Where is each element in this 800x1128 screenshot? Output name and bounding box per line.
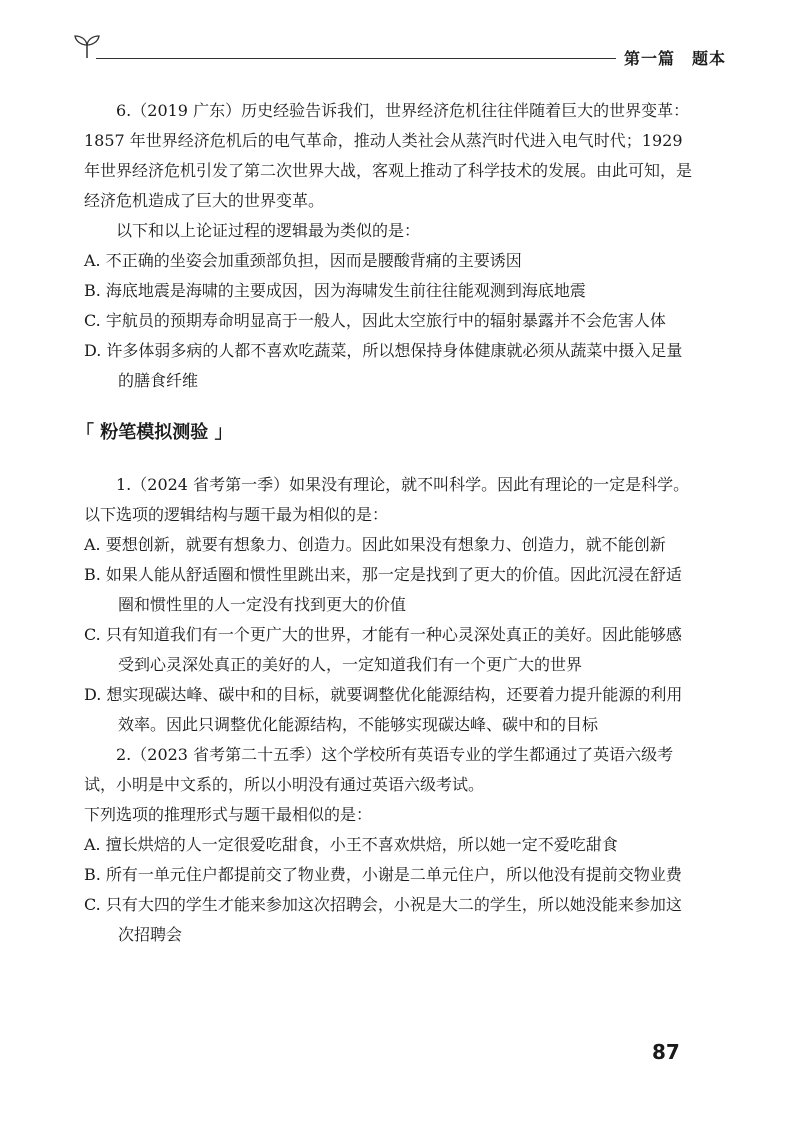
option-c: C. 只有大四的学生才能来参加这次招聘会，小祝是大二的学生，所以她没能来参加这次招聘会: [84, 895, 682, 944]
option-d: D. 想实现碳达峰、碳中和的目标，就要调整优化能源结构，还要着力提升能源的利用效率。因此只调整优化能源结构，不能够实现碳达峰、碳中和的目标: [84, 685, 683, 734]
question-stem: 6.（2019 广东）历史经验告诉我们，世界经济危机往往伴随着巨大的世界变革：1857 年世界经济危机后的电气革命，推动人类社会从蒸汽时代进入电气时代；1929 年世界经济危机引发了第二次世界大战，客观上推动了科学技术的发展。由此可知，是经济危机造成了巨大的世界变革。: [84, 101, 693, 210]
option-a: A. 要想创新，就要有想象力、创造力。因此如果没有想象力、创造力，就不能创新: [84, 535, 666, 554]
question-prompt: 下列选项的推理形式与题干最相似的是：: [84, 805, 373, 824]
question-stem: 1.（2024 省考第一季）如果没有理论，就不叫科学。因此有理论的一定是科学。: [116, 475, 690, 494]
section-title: 「 粉笔模拟测验 」: [76, 422, 233, 443]
option-c: C. 只有知道我们有一个更广大的世界，才能有一种心灵深处真正的美好。因此能够感受到心灵深处真正的美好的人，一定知道我们有一个更广大的世界: [84, 625, 682, 674]
section-label: 第一篇 题本: [624, 49, 727, 68]
page-header: [72, 30, 727, 70]
option-b: B. 所有一单元住户都提前交了物业费，小谢是二单元住户，所以他没有提前交物业费: [84, 865, 682, 884]
question-1: [84, 470, 694, 740]
header-rule: [96, 58, 616, 59]
option-a: A. 擅长烘焙的人一定很爱吃甜食，小王不喜欢烘焙，所以她一定不爱吃甜食: [84, 835, 618, 854]
question-6: [84, 96, 694, 396]
option-d: D. 许多体弱多病的人都不喜欢吃蔬菜，所以想保持身体健康就必须从蔬菜中摄入足量的膳食纤维: [84, 341, 683, 390]
sprout-icon: [72, 32, 102, 60]
option-b: B. 海底地震是海啸的主要成因，因为海啸发生前往往能观测到海底地震: [84, 281, 586, 300]
option-b: B. 如果人能从舒适圈和惯性里跳出来，那一定是找到了更大的价值。因此沉浸在舒适圈和惯性里的人一定没有找到更大的价值: [84, 565, 682, 614]
page-number: 87: [652, 1040, 680, 1064]
question-prompt: 以下选项的逻辑结构与题干最为相似的是：: [84, 505, 389, 524]
question-stem: 2.（2023 省考第二十五季）这个学校所有英语专业的学生都通过了英语六级考试，小明是中文系的，所以小明没有通过英语六级考试。: [84, 745, 674, 794]
option-a: A. 不正确的坐姿会加重颈部负担，因而是腰酸背痛的主要诱因: [84, 251, 522, 270]
page-body: [76, 96, 694, 950]
question-prompt: 以下和以上论证过程的逻辑最为类似的是：: [116, 221, 421, 240]
question-2: [84, 740, 694, 950]
option-c: C. 宇航员的预期寿命明显高于一般人，因此太空旅行中的辐射暴露并不会危害人体: [84, 311, 666, 330]
